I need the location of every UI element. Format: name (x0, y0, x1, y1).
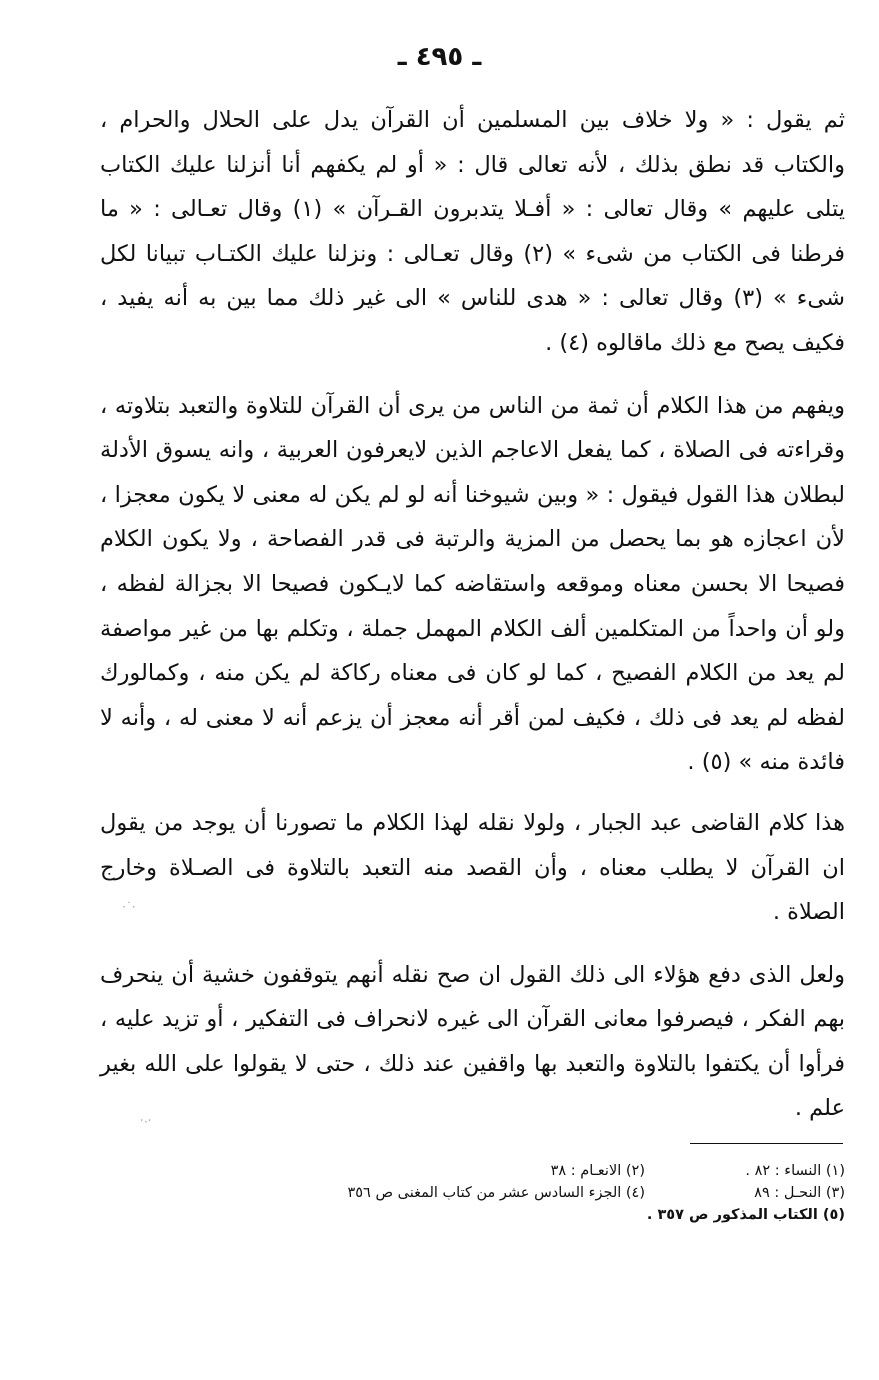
footnote-2: (٢) الانعـام : ٣٨ (550, 1163, 645, 1179)
paragraph-2: ويفهم من هذا الكلام أن ثمة من الناس من يرى أن القرآن للتلاوة والتعبد بتلاوته ، وقراءته فى الصلاة ، كما يفعل الاعاجم الذين لايعرفون العربية ، وانه يسوق الأدلة لبطلان هذا القول فيقول : « وبين شيوخنا أنه لو لم يكن له معنى لا يكون معجزا ، لأن اعجازه هو بما يحصل من المزية والرتبة فى قدر الفصاحة ، ولا يكون الكلام فصيحا الا بحسن معناه وموقعه واستقاضه كما لايـكون فصيحا الا بجزالة لفظه ، ولو أن واحداً من المتكلمين ألف الكلام المهمل جملة ، وتكلم بها من غير مواصفة لم يعد من الكلام الفصيح ، كما لو كان فى معناه ركاكة لم يكن منه ، وكمالورك لفظه لم يعد فى ذلك ، فكيف لمن أقر أنه معجز أن يزعم أنه لا معنى له ، وأنه لا فائدة منه » (٥) . (100, 392, 845, 776)
footnote-divider (690, 1143, 843, 1144)
footnotes (150, 1160, 845, 1226)
footnote-1: (١) النساء : ٨٢ . (745, 1163, 845, 1179)
paragraph-1: ثم يقول : « ولا خلاف بين المسلمين أن القرآن يدل على الحلال والحرام ، والكتاب قد نطق بذلك ، لأنه تعالى قال : « أو لم يكفهم أنا أنزلنا عليك الكتاب يتلى عليهم » وقال تعالى : « أفـلا يتدبرون القـرآن » (١) وقال تعـالى : « ما فرطنا فى الكتاب من شىء » (٢) وقال تعـالى : ونزلنا عليك الكتـاب تبيانا لكل شىء » (٣) وقال تعالى : « هدى للناس » الى غير ذلك مما بين به أنه يفيد ، فكيف يصح مع ذلك ماقالوه (٤) . (100, 107, 846, 356)
scan-speck: ·˙· (122, 900, 136, 914)
footnote-4: (٤) الجزء السادس عشر من كتاب المغنى ص ٣٥٦ (347, 1185, 645, 1201)
footnote-3: (٣) النحـل : ٨٩ (754, 1185, 845, 1201)
scan-speck: ˑ·ˑ (140, 1115, 152, 1129)
footnote-5: (٥) الكتاب المذكور ص ٣٥٧ . (646, 1207, 845, 1223)
footnote-row (150, 1182, 845, 1204)
footnote-row (150, 1204, 845, 1226)
paragraph-3: هذا كلام القاضى عبد الجبار ، ولولا نقله لهذا الكلام ما تصورنا أن يوجد من يقول ان القرآن لا يطلب معناه ، وأن القصد منه التعبد بالتلاوة فى الصـلاة وخارج الصلاة . (100, 809, 845, 926)
body-text (100, 98, 845, 1131)
paragraph-4: ولعل الذى دفع هؤلاء الى ذلك القول ان صح نقله أنهم يتوقفون خشية أن ينحرف بهم الفكر ، فيصرفوا معانى القرآن الى غيره لانحراف فى التفكير ، أو تزيد عليه ، فرأوا أن يكتفوا بالتلاوة والتعبد بها واقفين عند ذلك ، حتى لا يقولوا على الله بغير علم . (100, 961, 845, 1122)
page-number: ـ ٤٩٥ ـ (397, 42, 482, 72)
footnote-row (150, 1160, 845, 1182)
